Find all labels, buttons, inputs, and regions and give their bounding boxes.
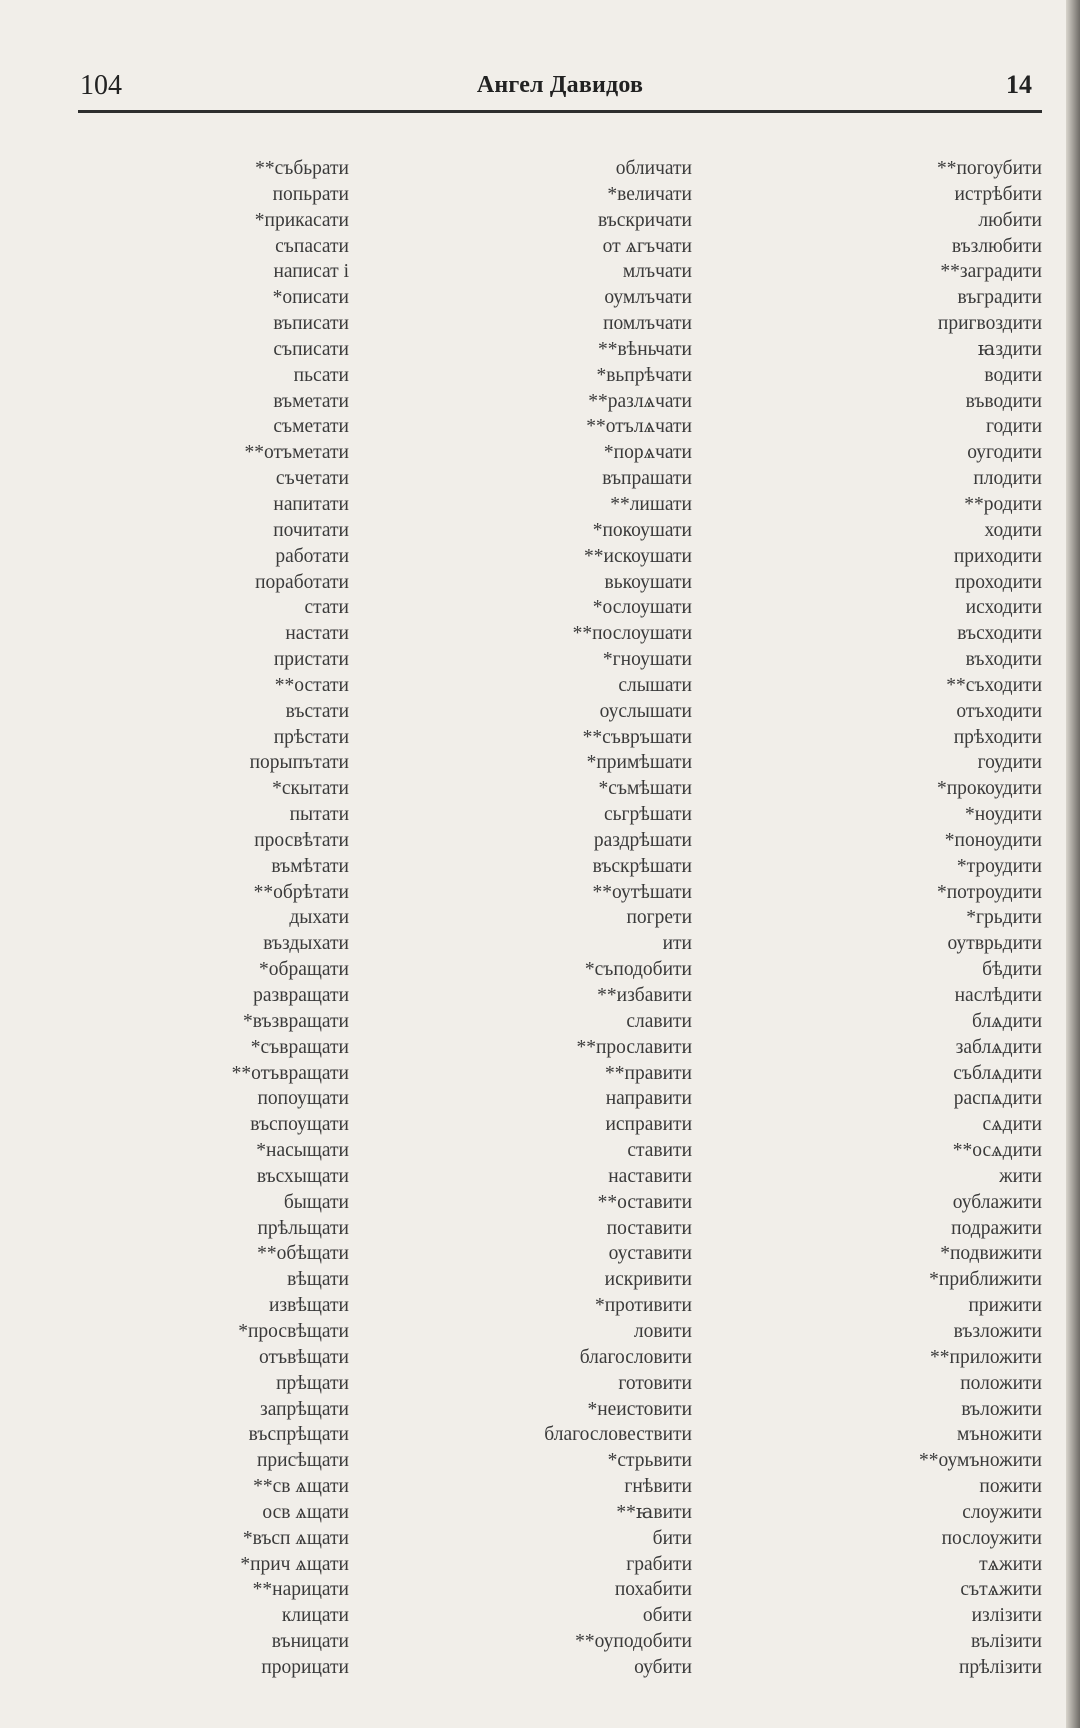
word-entry: въсходити bbox=[957, 623, 1042, 645]
word-entry: **отълѧчати bbox=[586, 416, 692, 438]
word-entry: попьрати bbox=[272, 183, 349, 205]
word-entry: прѣходити bbox=[953, 726, 1042, 748]
word-entry: съблѧдити bbox=[953, 1062, 1042, 1084]
word-entry: направити bbox=[605, 1088, 692, 1110]
word-entry: послоужити bbox=[941, 1527, 1042, 1549]
word-entry: въздыхати bbox=[263, 933, 349, 955]
word-entry: поставити bbox=[606, 1217, 692, 1239]
word-entry: гоудити bbox=[977, 752, 1042, 774]
word-entry: готовити bbox=[618, 1372, 692, 1394]
word-entry: *поноудити bbox=[944, 829, 1042, 851]
word-entry: оуслышати bbox=[599, 700, 692, 722]
word-entry: **оуподобити bbox=[575, 1631, 692, 1653]
word-entry: оутврьдити bbox=[947, 933, 1042, 955]
word-entry: отъходити bbox=[956, 700, 1042, 722]
word-entry: погрети bbox=[626, 907, 692, 929]
word-entry: распѧдити bbox=[953, 1088, 1042, 1110]
word-entry: **обрѣтати bbox=[253, 881, 349, 903]
word-entry: водити bbox=[984, 364, 1042, 386]
word-entry: мъножити bbox=[957, 1424, 1042, 1446]
word-entry: **отъметати bbox=[244, 442, 349, 464]
word-entry: въскричати bbox=[597, 209, 692, 231]
word-entry: *ослоушати bbox=[592, 597, 692, 619]
word-entry: въметати bbox=[273, 390, 349, 412]
word-entry: сътѧжити bbox=[960, 1579, 1042, 1601]
word-entry: **искоушати bbox=[584, 545, 692, 567]
word-entry: напитати bbox=[273, 493, 349, 515]
word-entry: клицати bbox=[281, 1605, 349, 1627]
word-entry: *противити bbox=[595, 1295, 692, 1317]
word-entry: **послоушати bbox=[572, 623, 692, 645]
word-entry: написат і bbox=[273, 261, 349, 283]
word-entry: оумлъчати bbox=[604, 287, 692, 309]
word-entry: вѣщати bbox=[287, 1269, 349, 1291]
word-entry: *прич ѧщати bbox=[240, 1553, 349, 1575]
word-entry: *описати bbox=[272, 287, 349, 309]
word-entry: *приближити bbox=[929, 1269, 1042, 1291]
word-entry: **събьрати bbox=[255, 158, 349, 179]
word-entry: *прокоудити bbox=[936, 778, 1042, 800]
word-entry: истрѣбити bbox=[954, 183, 1042, 205]
word-entry: *гноушати bbox=[602, 649, 692, 671]
word-entry: *възвращати bbox=[243, 1010, 349, 1032]
word-entry: въводити bbox=[965, 390, 1042, 412]
page-number: 104 bbox=[80, 70, 122, 101]
word-entry: *величати bbox=[607, 183, 692, 205]
word-entry: подражити bbox=[951, 1217, 1042, 1239]
word-entry: **остати bbox=[274, 674, 349, 696]
word-entry: обити bbox=[642, 1605, 692, 1627]
word-entry: *ноудити bbox=[964, 804, 1042, 826]
word-entry: прѣльщати bbox=[257, 1217, 349, 1239]
word-entry: съписати bbox=[273, 338, 349, 360]
word-entry: млъчати bbox=[622, 261, 692, 283]
word-entry: благословествити bbox=[544, 1424, 692, 1446]
word-entry: плодити bbox=[973, 468, 1042, 490]
word-entry: *потроудити bbox=[936, 881, 1042, 903]
word-entry: *скытати bbox=[272, 778, 349, 800]
word-entry: **приложити bbox=[930, 1346, 1042, 1368]
word-entry: быщати bbox=[283, 1191, 349, 1213]
word-entry: блѧдити bbox=[972, 1010, 1042, 1032]
word-entry: въскрѣшати bbox=[592, 855, 692, 877]
page-header bbox=[80, 66, 1040, 110]
word-entry: раздрѣшати bbox=[593, 829, 692, 851]
word-entry: **правити bbox=[605, 1062, 692, 1084]
word-column-1 bbox=[89, 156, 349, 1681]
word-entry: порыпътати bbox=[249, 752, 349, 774]
word-entry: *покоушати bbox=[592, 519, 692, 541]
word-entry: **ꙗвити bbox=[616, 1501, 692, 1523]
word-entry: вькоушати bbox=[604, 571, 692, 593]
word-entry: настати bbox=[285, 623, 349, 645]
word-entry: гнѣвити bbox=[624, 1476, 692, 1498]
word-entry: похабити bbox=[614, 1579, 692, 1601]
word-entry: оубити bbox=[634, 1656, 692, 1678]
word-entry: *насыщати bbox=[256, 1140, 349, 1162]
word-entry: наслѣдити bbox=[954, 985, 1042, 1006]
word-entry: сѧдити bbox=[982, 1114, 1042, 1136]
word-entry: оугодити bbox=[967, 442, 1042, 464]
word-entry: *прикасати bbox=[254, 209, 349, 231]
word-entry: **родити bbox=[964, 493, 1042, 515]
word-entry: въстати bbox=[285, 700, 349, 722]
word-entry: вълізити bbox=[970, 1631, 1042, 1653]
word-entry: съпасати bbox=[275, 235, 349, 257]
word-entry: излізити bbox=[971, 1605, 1042, 1627]
word-entry: от ѧгъчати bbox=[602, 235, 692, 257]
word-entry: пристати bbox=[273, 649, 349, 671]
word-entry: извѣщати bbox=[268, 1295, 349, 1317]
word-entry: **съвръшати bbox=[582, 726, 692, 748]
word-entry: запрѣщати bbox=[260, 1398, 349, 1420]
word-entry: съметати bbox=[273, 416, 349, 438]
word-entry: **заградити bbox=[940, 261, 1042, 283]
word-entry: почитати bbox=[273, 519, 349, 541]
word-entry: грабити bbox=[626, 1553, 692, 1575]
word-entry: просвѣтати bbox=[254, 829, 349, 851]
word-entry: **оставити bbox=[597, 1191, 692, 1213]
word-entry: пьсати bbox=[293, 364, 349, 386]
word-entry: оуставити bbox=[608, 1243, 692, 1265]
word-entry: **вѣньчати bbox=[597, 338, 692, 360]
word-entry: стати bbox=[304, 597, 349, 619]
word-entry: въсхыщати bbox=[256, 1165, 349, 1187]
word-entry: обличати bbox=[615, 158, 692, 179]
word-entry: *неистовити bbox=[587, 1398, 692, 1420]
word-entry: въспоущати bbox=[250, 1114, 349, 1136]
word-entry: оублажити bbox=[952, 1191, 1042, 1213]
running-title: Ангел Давидов bbox=[476, 72, 644, 98]
word-entry: сьгрѣшати bbox=[603, 804, 692, 826]
word-entry: слоужити bbox=[962, 1501, 1042, 1523]
word-entry: работати bbox=[275, 545, 349, 567]
word-entry: *обращати bbox=[259, 959, 349, 981]
word-entry: въградити bbox=[957, 287, 1042, 309]
word-entry: *троудити bbox=[956, 855, 1042, 877]
word-entry: благословити bbox=[579, 1346, 692, 1368]
word-entry: въходити bbox=[965, 649, 1042, 671]
word-entry: **избавити bbox=[597, 985, 692, 1006]
word-entry: искривити bbox=[604, 1269, 692, 1291]
word-entry: *примѣшати bbox=[586, 752, 692, 774]
word-entry: съчетати bbox=[275, 468, 349, 490]
word-entry: приходити bbox=[953, 545, 1042, 567]
word-entry: въписати bbox=[273, 313, 349, 335]
word-entry: **погоубити bbox=[936, 158, 1042, 179]
word-entry: ꙗздити bbox=[977, 338, 1042, 360]
word-entry: наставити bbox=[608, 1165, 692, 1187]
word-entry: възложити bbox=[953, 1320, 1042, 1342]
word-entry: **св ѧщати bbox=[253, 1476, 349, 1498]
word-entry: **оумъножити bbox=[919, 1450, 1042, 1472]
word-entry: слышати bbox=[618, 674, 692, 696]
word-entry: пригвоздити bbox=[937, 313, 1042, 335]
word-entry: прорицати bbox=[261, 1656, 349, 1678]
word-entry: исходити bbox=[965, 597, 1042, 619]
word-entry: въспрѣщати bbox=[248, 1424, 349, 1446]
word-entry: пожити bbox=[979, 1476, 1042, 1498]
word-entry: проходити bbox=[955, 571, 1042, 593]
word-entry: заблѧдити bbox=[955, 1036, 1042, 1058]
word-entry: развращати bbox=[253, 985, 349, 1006]
word-entry: прѣстати bbox=[273, 726, 349, 748]
word-entry: **осѧдити bbox=[952, 1140, 1042, 1162]
word-entry: **прославити bbox=[576, 1036, 692, 1058]
word-entry: *грьдити bbox=[966, 907, 1042, 929]
word-entry: *съвращати bbox=[250, 1036, 349, 1058]
word-entry: любити bbox=[978, 209, 1042, 231]
word-entry: ловити bbox=[633, 1320, 692, 1342]
word-entry: дыхати bbox=[289, 907, 349, 929]
word-column-2 bbox=[392, 156, 692, 1681]
section-number: 14 bbox=[1006, 70, 1032, 99]
word-entry: попоущати bbox=[257, 1088, 349, 1110]
word-entry: ходити bbox=[984, 519, 1042, 541]
word-entry: въложити bbox=[961, 1398, 1042, 1420]
word-entry: *порѧчати bbox=[603, 442, 692, 464]
word-entry: *въсп ѧщати bbox=[242, 1527, 349, 1549]
word-entry: пытати bbox=[289, 804, 349, 826]
word-entry: бити bbox=[652, 1527, 692, 1549]
header-rule bbox=[78, 110, 1042, 113]
word-entry: *съподобити bbox=[584, 959, 692, 981]
word-entry: *подвижити bbox=[940, 1243, 1042, 1265]
word-entry: осв ѧщати bbox=[262, 1501, 349, 1523]
word-entry: *просвѣщати bbox=[238, 1320, 349, 1342]
word-entry: прѣлізити bbox=[958, 1656, 1042, 1678]
word-entry: **отъвращати bbox=[231, 1062, 349, 1084]
page-edge-shadow bbox=[1066, 0, 1080, 1728]
word-entry: *съмѣшати bbox=[598, 778, 692, 800]
word-entry: положити bbox=[960, 1372, 1042, 1394]
word-entry: **оутѣшати bbox=[592, 881, 692, 903]
word-entry: бѣдити bbox=[982, 959, 1042, 981]
word-entry: **лишати bbox=[610, 493, 692, 515]
word-entry: исправити bbox=[605, 1114, 692, 1136]
word-entry: прѣщати bbox=[276, 1372, 349, 1394]
word-entry: годити bbox=[985, 416, 1042, 438]
word-entry: **обѣщати bbox=[257, 1243, 349, 1265]
word-entry: **съходити bbox=[946, 674, 1042, 696]
word-entry: жити bbox=[999, 1165, 1042, 1187]
word-entry: въмѣтати bbox=[271, 855, 349, 877]
word-entry: *стрьвити bbox=[607, 1450, 692, 1472]
word-column-3 bbox=[782, 156, 1042, 1681]
word-entry: **разлѧчати bbox=[588, 390, 692, 412]
word-entry: въницати bbox=[271, 1631, 349, 1653]
word-entry: **нарицати bbox=[252, 1579, 349, 1601]
word-entry: *вьпрѣчати bbox=[596, 364, 692, 386]
word-entry: прижити bbox=[968, 1295, 1042, 1317]
word-entry: помлъчати bbox=[603, 313, 692, 335]
word-entry: отъвѣщати bbox=[258, 1346, 349, 1368]
word-entry: възлюбити bbox=[951, 235, 1042, 257]
word-entry: поработати bbox=[255, 571, 349, 593]
word-entry: тѧжити bbox=[979, 1553, 1042, 1575]
word-entry: въпрашати bbox=[602, 468, 692, 490]
word-entry: присѣщати bbox=[257, 1450, 349, 1472]
word-entry: ставити bbox=[627, 1140, 692, 1162]
word-entry: славити bbox=[626, 1010, 692, 1032]
word-entry: ити bbox=[662, 933, 692, 955]
